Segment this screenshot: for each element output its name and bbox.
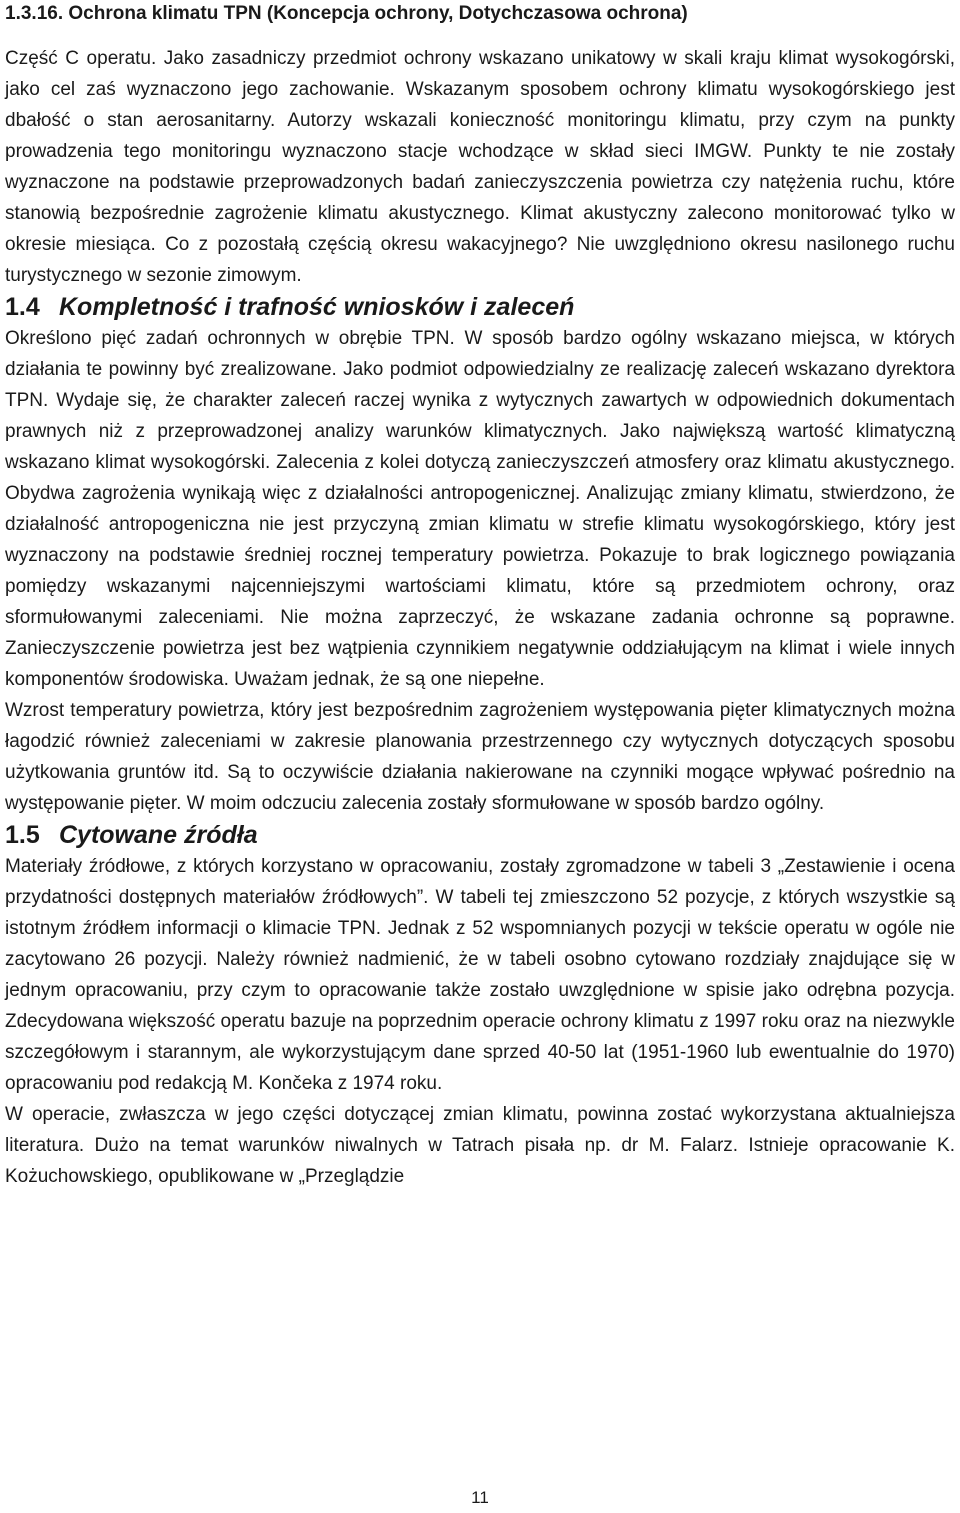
section-heading-1-4 — [5, 291, 955, 323]
paragraph-temperature: Wzrost temperatury powietrza, który jest bezpośrednim zagrożeniem występowania pięter klimatycznych można łagodzić również zaleceniami w zakresie planowania przestrzennego czy wytycznych dotyczących sposobu użytkowania gruntów itd. Są to oczywiście działania nakierowane na czynniki mogące wpływać pośrednio na występowanie pięter. W moim odczuciu zalecenia zostały sformułowane w sposób bardzo ogólny. — [5, 700, 955, 814]
section-heading-1-5 — [5, 819, 955, 851]
paragraph-literature: W operacie, zwłaszcza w jego części dotyczącej zmian klimatu, powinna zostać wykorzystana aktualniejsza literatura. Dużo na temat warunków niwalnych w Tatrach pisała np. dr M. Falarz. Istnieje opracowanie K. Kożuchowskiego, opublikowane w „Przeglądzie — [5, 1104, 955, 1187]
paragraph-sources: Materiały źródłowe, z których korzystano w opracowaniu, zostały zgromadzone w tabeli 3 „Zestawienie i ocena przydatności dostępnych materiałów źródłowych”. W tabeli tej zmieszczono 52 pozycje, z których wszystkie są istotnym źródłem informacji o klimacie TPN. Jednak z 52 wspomnianych pozycji w tekście operatu w ogóle nie zacytowano 26 pozycji. Należy również nadmienić, że w tabeli osobno cytowano rozdziały znajdujące się w jednym opracowaniu, przy czym to opracowanie także zostało uwzględnione w spisie jako odrębna pozycja. Zdecydowana większość operatu bazuje na poprzednim operacie ochrony klimatu z 1997 roku oraz na niezwykle szczegółowym i starannym, ale wykorzystującym dane sprzed 40-50 lat (1951-1960 lub ewentualnie do 1970) opracowaniu pod redakcją M. Končeka z 1974 roku. — [5, 856, 955, 1094]
paragraph-recommendations: Określono pięć zadań ochronnych w obrębie TPN. W sposób bardzo ogólny wskazano miejsca, w których działania te powinny być zrealizowane. Jako podmiot odpowiedzialny ze realizację zaleceń wskazano dyrektora TPN. Wydaje się, że charakter zaleceń raczej wynika z wytycznych zawartych w odpowiednich dokumentach prawnych niż z przeprowadzonej analizy warunków klimatycznych. Jako największą wartość klimatyczną wskazano klimat wysokogórski. Zalecenia z kolei dotyczą zanieczyszczeń atmosfery oraz klimatu akustycznego. Obydwa zagrożenia wynikają więc z działalności antropogenicznej. Analizując zmiany klimatu, stwierdzono, że działalność antropogeniczna nie jest przyczyną zmian klimatu w strefie klimatu wysokogórskiego, który jest wyznaczony na podstawie średniej rocznej temperatury powietrza. Pokazuje to brak logicznego powiązania pomiędzy wskazanymi najcenniejszymi wartościami klimatu, które są przedmiotem ochrony, oraz sformułowanymi zaleceniami. Nie można zaprzeczyć, że wskazane zadania ochronne są poprawne. Zanieczyszczenie powietrza jest bez wątpienia czynnikiem negatywnie oddziałującym na klimat i wiele innych komponentów środowiska. Uważam jednak, że są one niepełne. — [5, 328, 955, 690]
section-title: Kompletność i trafność wniosków i zaleceń — [59, 293, 575, 321]
section-title: Cytowane źródła — [59, 821, 258, 849]
section-number: 1.4 — [5, 293, 40, 321]
subsection-heading: 1.3.16. Ochrona klimatu TPN (Koncepcja ochrony, Dotychczasowa ochrona) — [5, 3, 688, 24]
section-number: 1.5 — [5, 821, 40, 849]
page-number: 11 — [471, 1488, 489, 1507]
paragraph-climate-protection: Część C operatu. Jako zasadniczy przedmiot ochrony wskazano unikatowy w skali kraju klimat wysokogórski, jako cel zaś wyznaczono jego zachowanie. Wskazanym sposobem ochrony klimatu wysokogórskiego jest dbałość o stan aerosanitarny. Autorzy wskazali konieczność monitoringu klimatu, przy czym na punkty prowadzenia tego monitoringu wyznaczono stacje wchodzące w skład sieci IMGW. Punkty te nie zostały wyznaczone na podstawie przeprowadzonych badań zanieczyszczenia powietrza czy natężenia ruchu, które stanowią bezpośrednie zagrożenie klimatu akustycznego. Klimat akustyczny zalecono monitorować tylko w okresie miesiąca. Co z pozostałą częścią okresu wakacyjnego? Nie uwzględniono okresu nasilonego ruchu turystycznego w sezonie zimowym. — [5, 48, 955, 286]
